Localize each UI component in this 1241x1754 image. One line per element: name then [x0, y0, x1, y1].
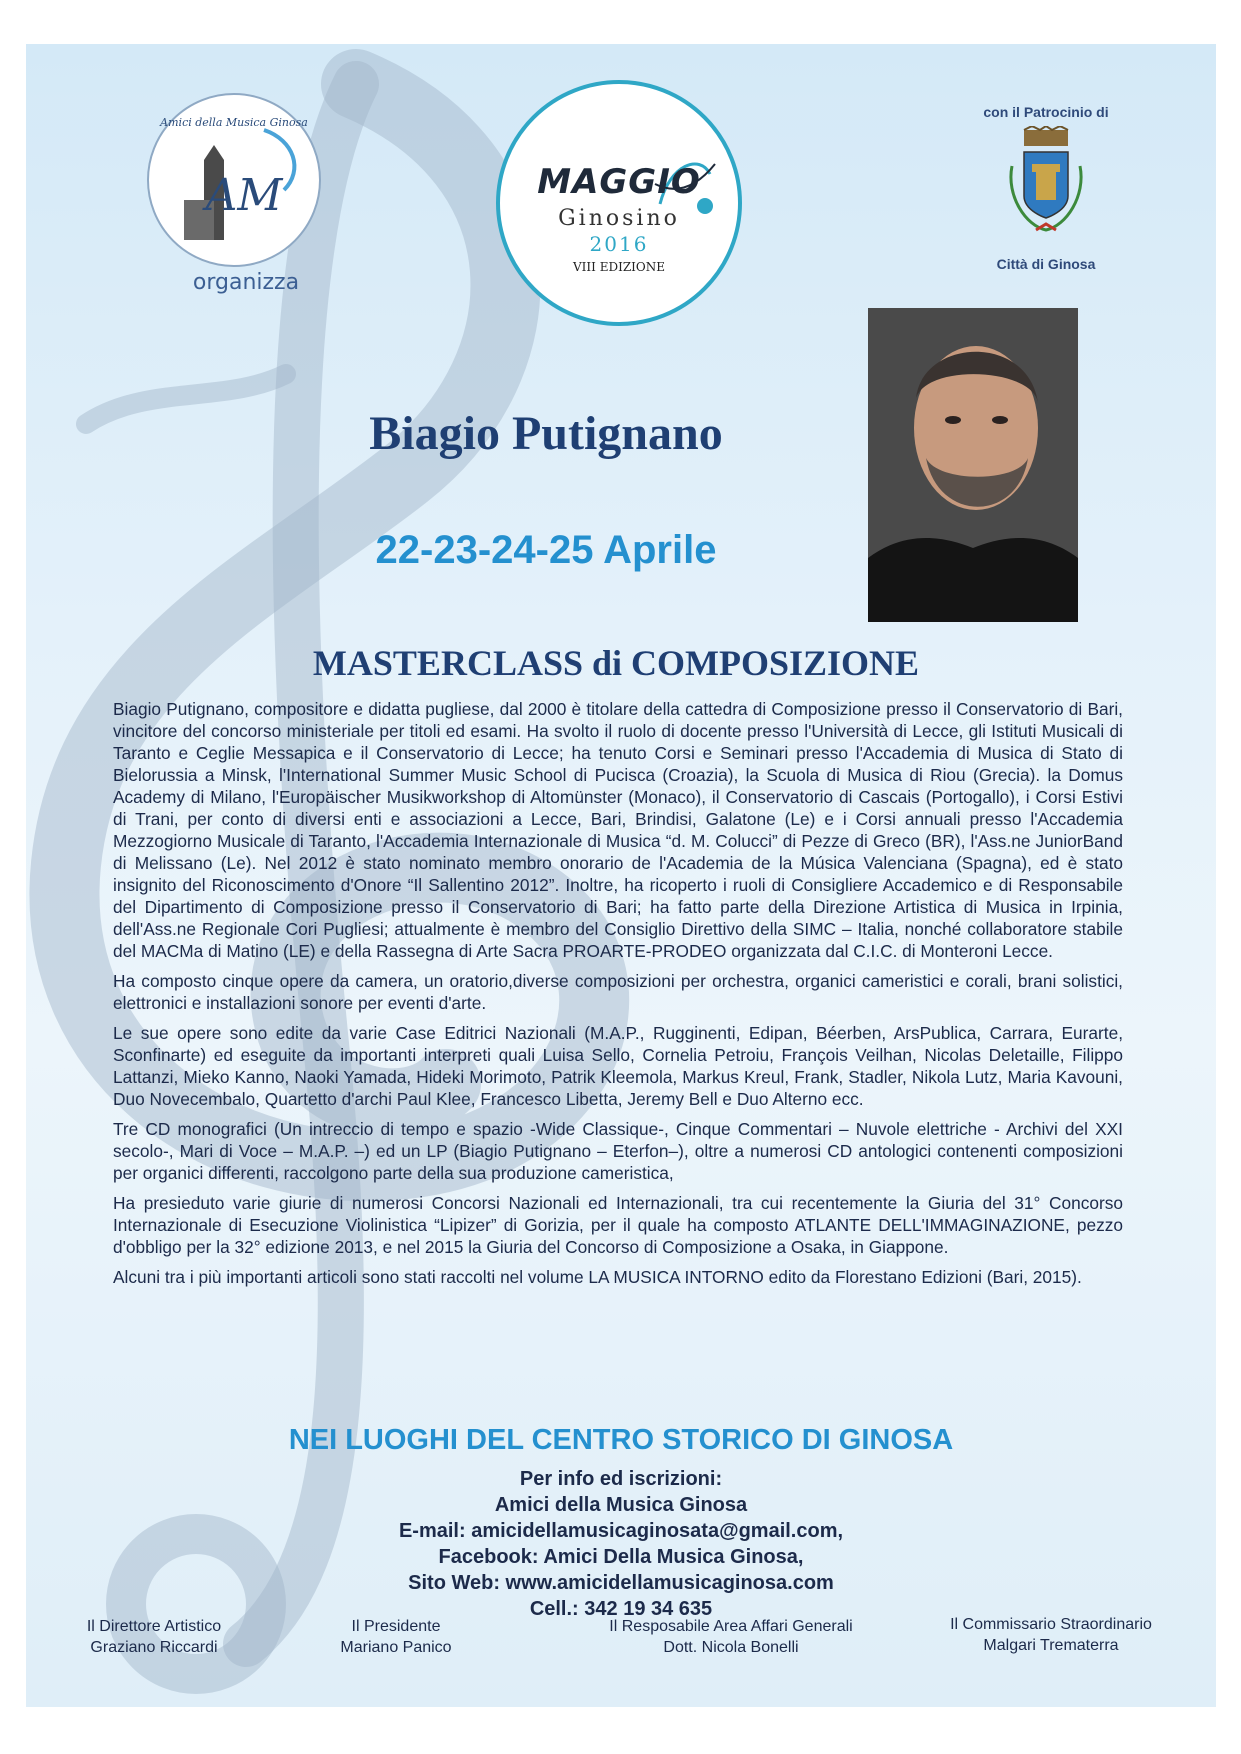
event-dates: 22-23-24-25 Aprile	[375, 528, 717, 572]
contact-phone[interactable]: Cell.: 342 19 34 635	[529, 1598, 713, 1620]
bio-paragraph: Alcuni tra i più importanti articoli sono stati raccolti nel volume LA MUSICA INTORNO edito da Florestano Edizioni (Bari, 2015).	[113, 1267, 1082, 1287]
signature-role: Il Presidente	[351, 1618, 441, 1635]
bio-paragraph: Ha composto cinque opere da camera, un oratorio,diverse composizioni per orchestra, organici cameristici e corali, brani solistici, elettronici e installazioni sonore per eventi d'arte.	[113, 971, 1123, 1013]
signature-name: Mariano Panico	[340, 1639, 452, 1656]
artist-name: Biagio Putignano	[369, 407, 723, 460]
organizza-label: organizza	[192, 270, 300, 295]
festival-year: 2016	[589, 232, 649, 256]
signature-name: Malgari Trematerra	[983, 1637, 1119, 1654]
signature-commissioner	[906, 1614, 1196, 1656]
contact-organization: Amici della Musica Ginosa	[494, 1494, 748, 1516]
maggio-ginosino-logo	[496, 80, 742, 326]
contact-website[interactable]: Sito Web: www.amicidellamusicaginosa.com	[408, 1572, 834, 1594]
festival-subtitle: Ginosino	[558, 206, 680, 231]
portrait-image	[868, 308, 1078, 622]
citta-label: Città di Ginosa	[996, 256, 1096, 272]
signature-role: Il Direttore Artistico	[86, 1618, 222, 1635]
bio-paragraph: Biagio Putignano, compositore e didatta pugliese, dal 2000 è titolare della cattedra di Composizione presso il Conservatorio di Bari, vincitore del concorso ministeriale per titoli ed esami. Ha svolto il ruolo di docente presso l'Università di Lecce, gli Istituti Musicali di Taranto e Ceglie Messapica e il Conservatorio di Lecce; ha tenuto Corsi e Seminari presso l'Accademia di Musica di Stato di Bielorussia a Minsk, l'International Summer Music School di Pucisca (Croazia), la Scuola di Musica di Riou (Grecia). la Domus Academy di Milano, l'Europäischer Musikworkshop di Altomünster (Monaco), il Conservatorio di Cascais (Portogallo), i Corsi Estivi di Trani, per conto di diversi enti e associazioni a Lecce, Bari, Brindisi, Galatone (Le) e i Corsi annuali presso l'Accademia Mezzogiorno Musicale di Taranto, l'Accademia Internazionale di Musica “d. M. Colucci” di Pezze di Greco (BR), l'Ass.ne JuniorBand di Melissano (Le). Nel 2012 è stato nominato membro onorario de l'Academia de la Música Valenciana (Spagna), ed è stato insignito del Riconoscimento d'Onore “Il Sallentino 2012”. Inoltre, ha ricoperto i ruoli di Consigliere Accademico e di Responsabile del Dipartimento di Composizione presso il Conservatorio di Bari; ha fatto parte della Direzione Artistica di Musica in Irpinia, dell'Ass.ne Regionale Cori Pugliesi; attualmente è membro del Consiglio Direttivo della SIMC – Italia, nonché collaboratore stabile del MACMa di Matino (LE) e della Rassegna di Arte Sacra PROARTE-PRODEO organizzata dal C.I.C. di Monteroni Lecce.	[113, 699, 1123, 961]
poster	[26, 44, 1216, 1707]
contact-info	[226, 1466, 1016, 1622]
festival-edition: VIII EDIZIONE	[573, 260, 665, 274]
contact-heading: Per info ed iscrizioni:	[519, 1468, 723, 1490]
signature-artistic-director	[54, 1616, 254, 1658]
bio-paragraph: Le sue opere sono edite da varie Case Editrici Nazionali (M.A.P., Rugginenti, Edipan, Béerben, ArsPublica, Carrara, Eurarte, Sconfinarte) ed eseguite da importanti interpreti quali Luisa Sello, Cornelia Petroiu, François Veilhan, Nicolas Deletaille, Filippo Lattanzi, Mieko Kanno, Naoki Yamada, Hideki Morimoto, Patrik Kleemola, Markus Kreul, Frank, Stadler, Nikola Lutz, Maria Kavouni, Duo Novecembalo, Quartetto d'archi Paul Klee, Francesco Libetta, Jeremy Bell e Duo Alterno ecc.	[113, 1023, 1123, 1109]
contact-email[interactable]: E-mail: amicidellamusicaginosata@gmail.com,	[398, 1520, 844, 1542]
svg-text:AM: AM	[205, 170, 283, 221]
masterclass-title: MASTERCLASS di COMPOSIZIONE	[312, 643, 920, 683]
svg-text:Amici della Musica Ginosa: Amici della Musica Ginosa	[160, 116, 308, 129]
signature-name: Graziano Riccardi	[90, 1639, 218, 1656]
location-banner: NEI LUOGHI DEL CENTRO STORICO DI GINOSA	[288, 1424, 954, 1456]
artist-portrait	[868, 308, 1078, 622]
patrocinio-label: con il Patrocinio di	[983, 104, 1109, 120]
bio-paragraph: Tre CD monografici (Un intreccio di tempo e spazio -Wide Classique-, Cinque Commentari – Nuvole elettriche - Archivi del XXI secolo-, Mari di Voce – M.A.P. –) ed un LP (Biagio Putignano – Eterfon–), oltre a numerosi CD antologici contenenti composizioni per organici differenti, raccolgono parte della sua produzione cameristica,	[113, 1119, 1123, 1183]
signature-role: Il Resposabile Area Affari Generali	[609, 1618, 853, 1635]
bio-paragraph: Ha presieduto varie giurie di numerosi Concorsi Nazionali ed Internazionali, tra cui recentemente la Giuria del 31° Concorso Internazionale di Esecuzione Violinistica “Lipizer” di Gorizia, per il quale ha composto ATLANTE DELL'IMMAGINAZIONE, pezzo d'obbligo per la 32° edizione 2013, e nel 2015 la Giuria del Concorso di Composizione a Osaka, in Giappone.	[113, 1193, 1123, 1257]
contact-facebook[interactable]: Facebook: Amici Della Musica Ginosa,	[438, 1546, 804, 1568]
signature-role: Il Commissario Straordinario	[950, 1616, 1152, 1633]
festival-word: MAGGIO	[537, 162, 701, 202]
signature-name: Dott. Nicola Bonelli	[663, 1639, 799, 1656]
amici-della-musica-logo	[144, 90, 324, 270]
signature-president	[296, 1616, 496, 1658]
signature-general-affairs	[566, 1616, 896, 1658]
city-crest-icon	[1006, 126, 1086, 236]
biography	[113, 698, 1123, 1296]
